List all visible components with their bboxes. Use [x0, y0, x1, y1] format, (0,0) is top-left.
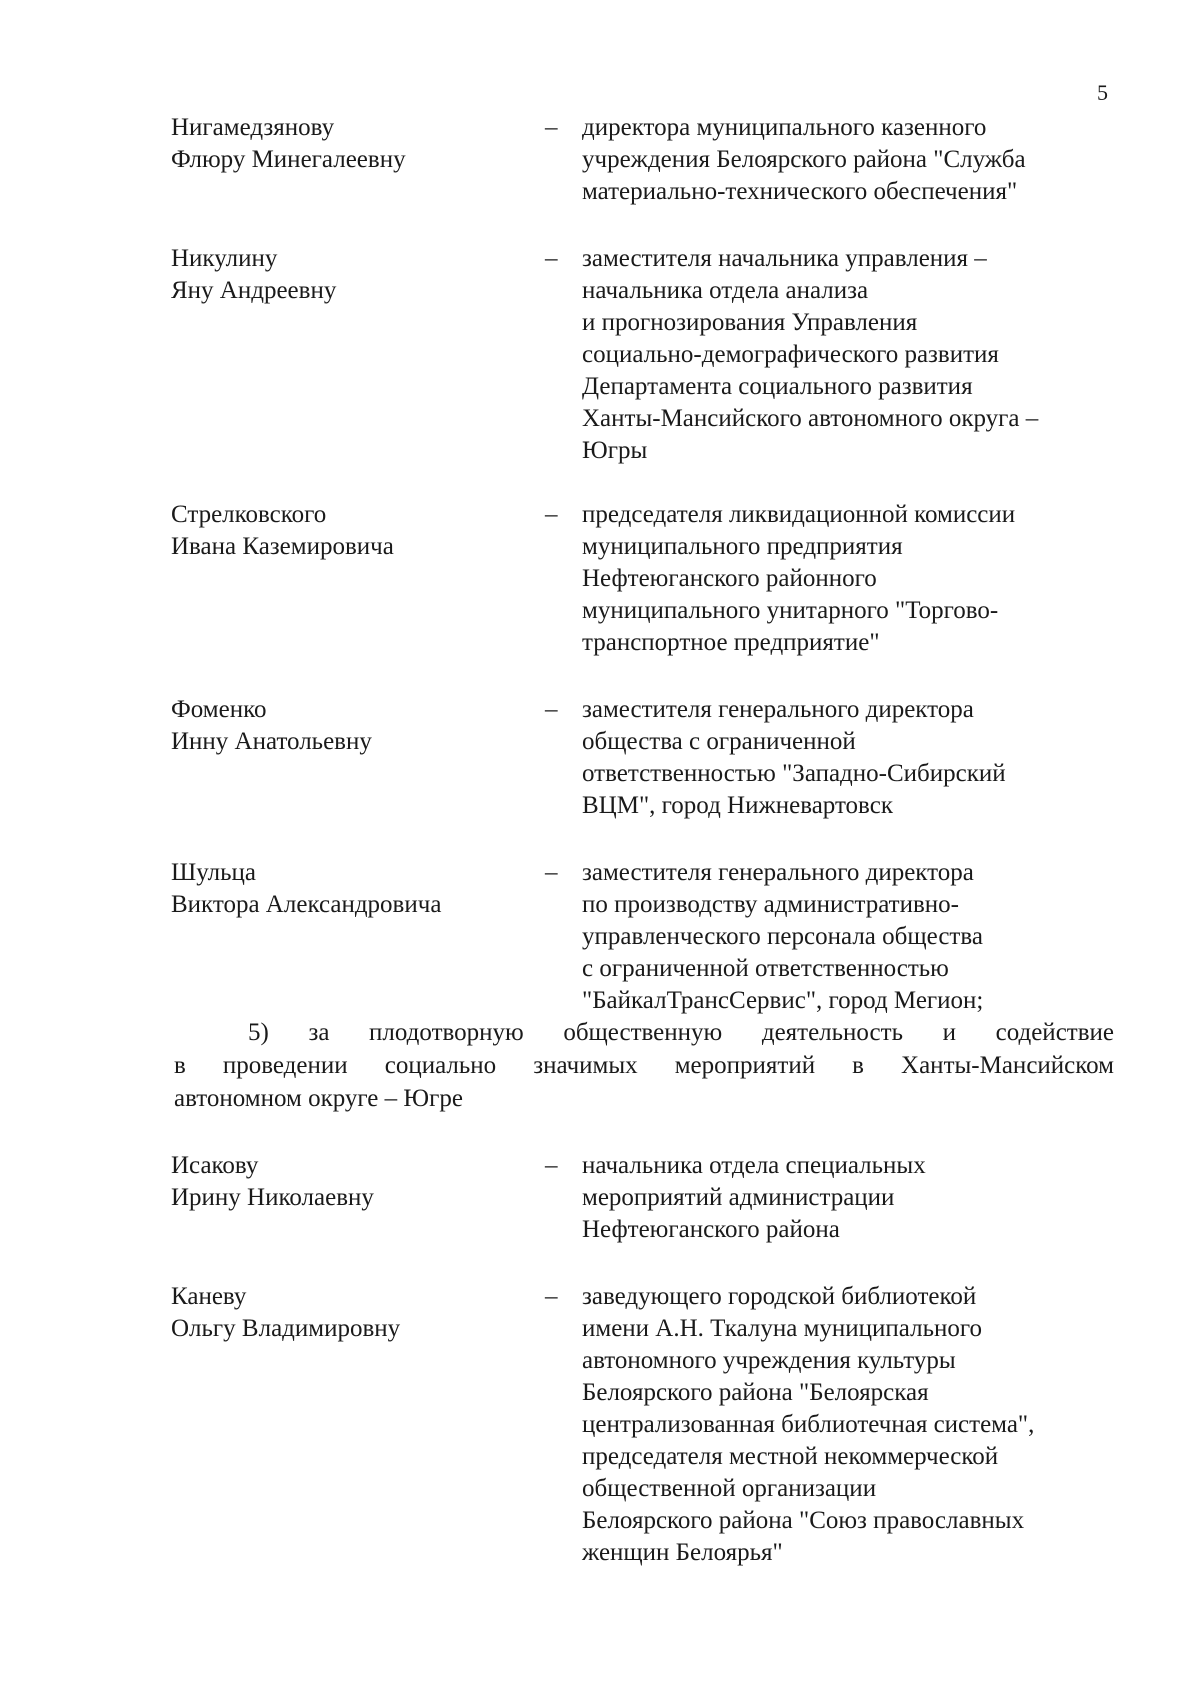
position-line: социально-демографического развития	[582, 341, 999, 368]
name-line: Флюру Минегалеевну	[171, 146, 406, 173]
position-line: транспортное предприятие"	[582, 629, 880, 656]
paragraph-line: автономном округе – Югре	[174, 1085, 463, 1112]
name-line: Ольгу Владимировну	[171, 1315, 401, 1342]
name-line: Шульца	[171, 859, 256, 886]
position-line: с ограниченной ответственностью	[582, 955, 949, 982]
recipient-position	[582, 1150, 1122, 1246]
name-line: Виктора Александровича	[171, 891, 442, 918]
position-line: Белоярского района "Союз православных	[582, 1507, 1025, 1534]
position-line: Югры	[582, 437, 648, 464]
position-line: председателя местной некоммерческой	[582, 1443, 999, 1470]
paragraph-line: в проведении социально значимых мероприятий в Ханты-Мансийском	[174, 1052, 1114, 1079]
position-line: централизованная библиотечная система",	[582, 1411, 1035, 1438]
position-line: Ханты-Мансийского автономного округа –	[582, 405, 1039, 432]
position-line: начальника отдела анализа	[582, 277, 869, 304]
recipient-position	[582, 243, 1122, 467]
name-line: Стрелковского	[171, 501, 327, 528]
position-line: общественной организации	[582, 1475, 877, 1502]
position-line: по производству административно-	[582, 891, 959, 918]
recipient-name	[171, 243, 531, 307]
position-line: и прогнозирования Управления	[582, 309, 918, 336]
recipient-position	[582, 499, 1122, 659]
position-line: автономного учреждения культуры	[582, 1347, 956, 1374]
position-line: Департамента социального развития	[582, 373, 973, 400]
dash-separator: –	[545, 1283, 558, 1310]
paragraph-line: 5) за плодотворную общественную деятельность и содействие	[248, 1019, 1114, 1046]
recipient-name	[171, 112, 531, 176]
position-line: муниципального унитарного "Торгово-	[582, 597, 999, 624]
position-line: заведующего городской библиотекой	[582, 1283, 977, 1310]
recipient-position	[582, 857, 1122, 1017]
recipient-position	[582, 1281, 1122, 1569]
position-line: Нефтеюганского районного	[582, 565, 877, 592]
position-line: имени А.Н. Ткалуна муниципального	[582, 1315, 983, 1342]
position-line: ответственностью "Западно-Сибирский	[582, 760, 1006, 787]
name-line: Яну Андреевну	[171, 277, 337, 304]
dash-separator: –	[545, 114, 558, 141]
name-line: Никулину	[171, 245, 278, 272]
dash-separator: –	[545, 501, 558, 528]
position-line: мероприятий администрации	[582, 1184, 895, 1211]
name-line: Ирину Николаевну	[171, 1184, 374, 1211]
position-line: заместителя генерального директора	[582, 859, 974, 886]
recipient-name	[171, 694, 531, 758]
name-line: Ивана Каземировича	[171, 533, 394, 560]
recipient-name	[171, 499, 531, 563]
position-line: ВЦМ", город Нижневартовск	[582, 792, 893, 819]
recipient-position	[582, 694, 1122, 822]
position-line: начальника отдела специальных	[582, 1152, 926, 1179]
position-line: материально-технического обеспечения"	[582, 178, 1018, 205]
position-line: Нефтеюганского района	[582, 1216, 840, 1243]
dash-separator: –	[545, 696, 558, 723]
name-line: Исакову	[171, 1152, 259, 1179]
page-number: 5	[1097, 80, 1108, 105]
dash-separator: –	[545, 859, 558, 886]
name-line: Каневу	[171, 1283, 247, 1310]
dash-separator: –	[545, 245, 558, 272]
position-line: управленческого персонала общества	[582, 923, 983, 950]
dash-separator: –	[545, 1152, 558, 1179]
name-line: Инну Анатольевну	[171, 728, 372, 755]
recipient-name	[171, 857, 531, 921]
recipient-position	[582, 112, 1122, 208]
position-line: "БайкалТрансСервис", город Мегион;	[582, 987, 984, 1014]
position-line: председателя ликвидационной комиссии	[582, 501, 1016, 528]
name-line: Нигамедзянову	[171, 114, 335, 141]
position-line: Белоярского района "Белоярская	[582, 1379, 929, 1406]
position-line: заместителя генерального директора	[582, 696, 974, 723]
recipient-name	[171, 1150, 531, 1214]
position-line: муниципального предприятия	[582, 533, 903, 560]
position-line: учреждения Белоярского района "Служба	[582, 146, 1026, 173]
position-line: директора муниципального казенного	[582, 114, 987, 141]
name-line: Фоменко	[171, 696, 267, 723]
position-line: заместителя начальника управления –	[582, 245, 987, 272]
position-line: женщин Белоярья"	[582, 1539, 783, 1566]
section-paragraph	[174, 1016, 1114, 1115]
recipient-name	[171, 1281, 531, 1345]
position-line: общества с ограниченной	[582, 728, 856, 755]
